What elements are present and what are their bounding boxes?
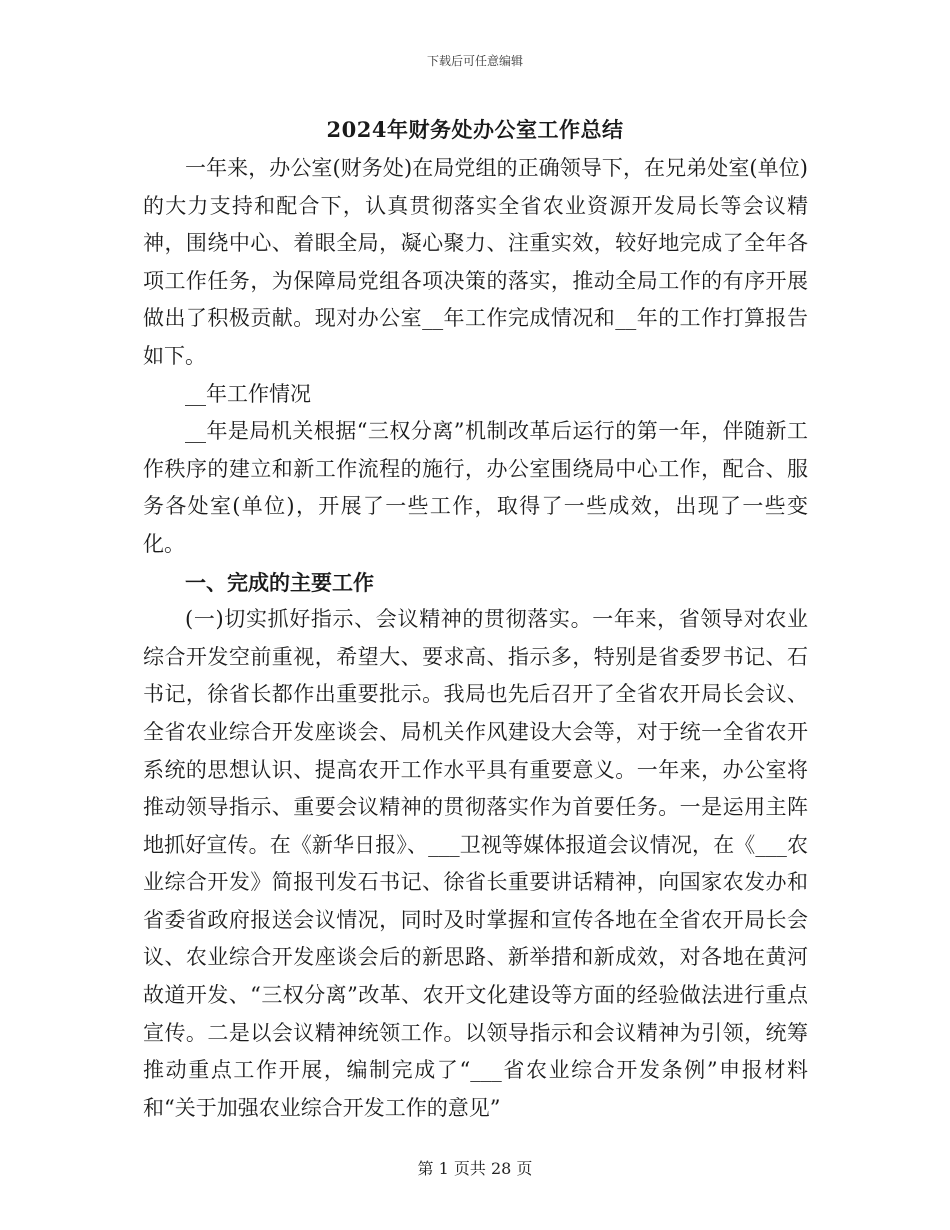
page-header-note: 下载后可任意编辑 bbox=[426, 54, 523, 68]
paragraph-intro: 一年来，办公室(财务处)在局党组的正确领导下，在兄弟处室(单位)的大力支持和配合下，认真贯彻落实全省农业资源开发局长等会议精神，围绕中心、着眼全局，凝心聚力、注重实效，较好地完成了全年各项工作任务，为保障局党组各项决策的落实，推动全局工作的有序开展做出了积极贡献。现对办公室__年工作完成情况和__年的工作打算报告如下。 bbox=[143, 156, 808, 368]
paragraph-section-label: __年工作情况 bbox=[185, 381, 311, 406]
paragraph-overview: __年是局机关根据“三权分离”机制改革后运行的第一年，伴随新工作秩序的建立和新工作流程的施行，办公室围绕局中心工作，配合、服务各处室(单位)，开展了一些工作，取得了一些成效，出现了一些变化。 bbox=[143, 419, 808, 556]
page-number: 第 1 页共 28 页 bbox=[417, 1159, 533, 1178]
document-title: 2024年财务处办公室工作总结 bbox=[326, 117, 624, 142]
document-body bbox=[143, 150, 808, 1127]
section-heading: 一、完成的主要工作 bbox=[185, 569, 374, 595]
paragraph-item-1: (一)切实抓好指示、会议精神的贯彻落实。一年来，省领导对农业综合开发空前重视，希望大、要求高、指示多，特别是省委罗书记、石书记，徐省长都作出重要批示。我局也先后召开了全省农开局长会议、全省农业综合开发座谈会、局机关作风建设大会等，对于统一全省农开系统的思想认识、提高农开工作水平具有重要意义。一年来，办公室将推动领导指示、重要会议精神的贯彻落实作为首要任务。一是运用主阵地抓好宣传。在《新华日报》、___卫视等媒体报道会议情况，在《___农业综合开发》简报刊发石书记、徐省长重要讲话精神，向国家农发办和省委省政府报送会议情况，同时及时掌握和宣传各地在全省农开局长会议、农业综合开发座谈会后的新思路、新举措和新成效，对各地在黄河故道开发、“三权分离”改革、农开文化建设等方面的经验做法进行重点宣传。二是以会议精神统领工作。以领导指示和会议精神为引领，统筹推动重点工作开展，编制完成了“___省农业综合开发条例”申报材料和“关于加强农业综合开发工作的意见” bbox=[143, 607, 808, 1120]
